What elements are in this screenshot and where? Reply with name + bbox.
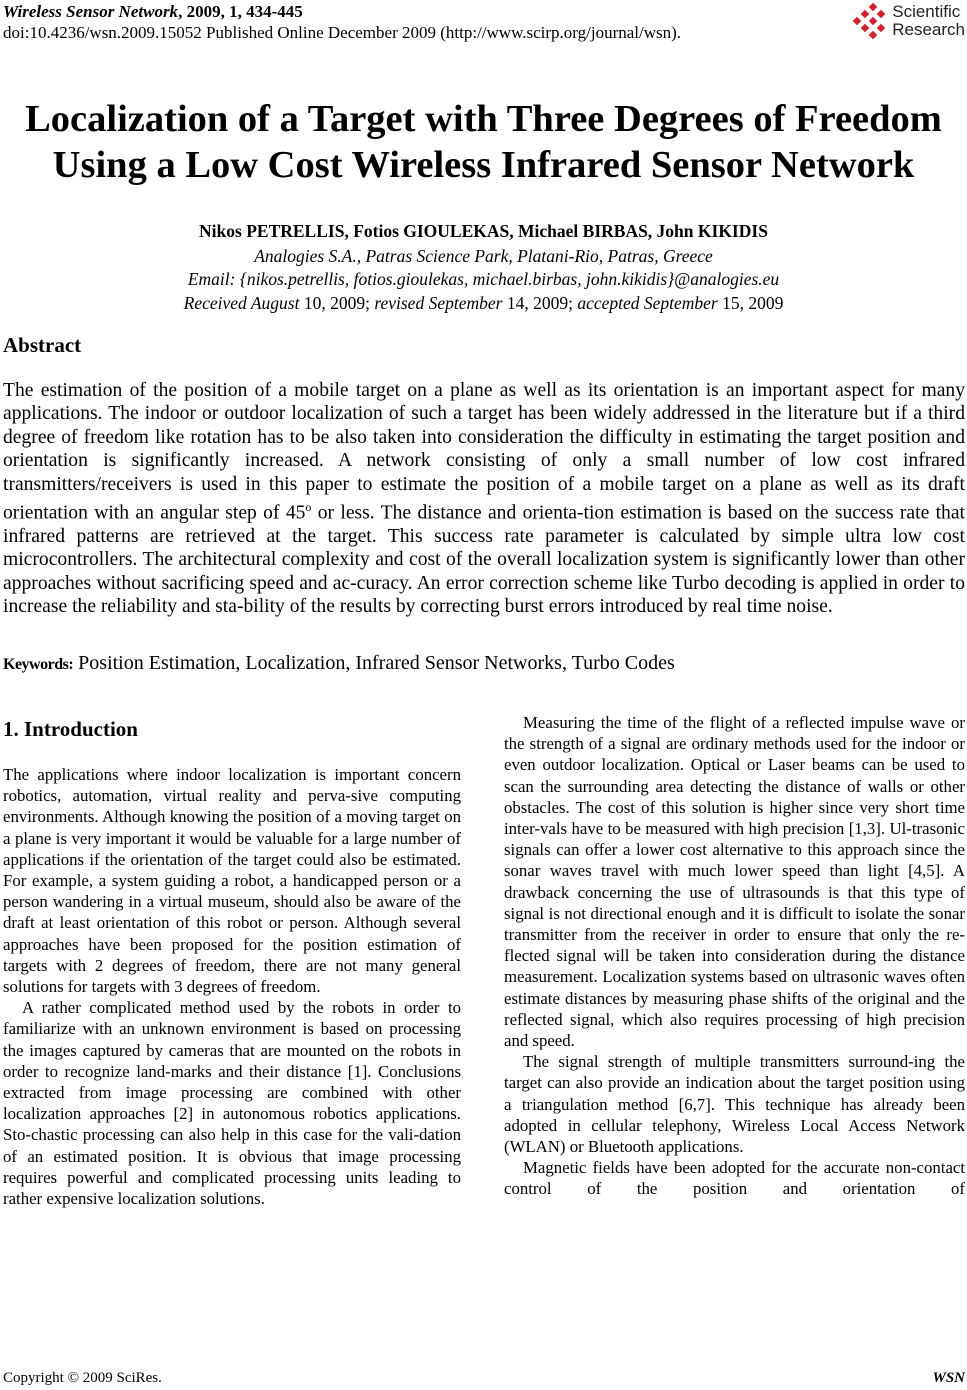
page-footer bbox=[3, 1370, 965, 1387]
diamond-logo-icon bbox=[848, 2, 888, 40]
publisher-logo bbox=[848, 2, 965, 40]
paragraph: Magnetic fields have been adopted for the accurate non-contact control of the position and orientation of bbox=[504, 1158, 965, 1199]
right-column bbox=[504, 712, 965, 1200]
author-names: Nikos PETRELLIS, Fotios GIOULEKAS, Michael BIRBAS, John KIKIDIS bbox=[199, 221, 768, 241]
citation: , 2009, 1, 434-445 bbox=[178, 2, 303, 21]
email-line: Email: {nikos.petrellis, fotios.gioulekas, michael.birbas, john.kikidis}@analogies.eu bbox=[187, 269, 780, 289]
copyright: Copyright © 2009 SciRes. bbox=[3, 1370, 162, 1386]
running-header bbox=[3, 1, 681, 43]
dates-line: Received August 10, 2009; revised September 14, 2009; accepted September 15, 2009 bbox=[183, 292, 784, 313]
journal-abbr: WSN bbox=[932, 1370, 965, 1386]
keywords bbox=[3, 652, 675, 675]
logo-text-2: Research bbox=[892, 20, 965, 39]
doi-line: doi:10.4236/wsn.2009.15052 Published Online December 2009 (http://www.scirp.org/journal/wsn). bbox=[3, 23, 682, 42]
logo-text-1: Scientific bbox=[892, 2, 961, 21]
left-column bbox=[3, 712, 461, 1209]
author-block bbox=[0, 220, 967, 315]
abstract-text: The estimation of the position of a mobile target on a plane as well as its orientation is an important aspect for many applications. The indoor or outdoor localization of such a target has been widely addressed in the literature but if a third degree of freedom like rotation has to be also taken into consideration the difficulty in estimating the target position and orientation is significantly increased. A network consisting of only a small number of low cost infrared transmitters/receivers is used in this paper to estimate the position of a mobile target on a plane as well as its draft orientation with an angular step of 45$^o$ or less. The distance and orienta-tion estimation is based on the success rate that infrared patterns are retrieved at the target. This success rate parameter is calculated by simple ultra low cost microcontrollers. The architectural complexity and cost of the overall localization system is significantly lower than other approaches without sacrificing speed and ac-curacy. An error correction scheme like Turbo decoding is applied in order to increase the reliability and sta-bility of the results by correcting burst errors introduced by real time noise. bbox=[3, 380, 965, 618]
journal-name: Wireless Sensor Network bbox=[3, 2, 179, 21]
paragraph: The applications where indoor localization is important concern robotics, automation, virtual reality and perva-sive computing environments. Although knowing the position of a moving target on a plane is very important it would be valuable for a large number of applications if the orientation of the target could also be estimated. For example, a system guiding a robot, a handicapped person or a person wandering in a virtual museum, should also be aware of the draft at least orientation of this robot or person. Although several approaches have been proposed for the position estimation of targets with 2 degrees of freedom, there are not many general solutions for targets with 3 degrees of freedom. bbox=[3, 765, 461, 997]
paragraph: The signal strength of multiple transmitters surround-ing the target can also provide an indication about the target position using a triangulation method [6,7]. This technique has already been adopted in cellular telephony, Wireless Local Access Network (WLAN) or Bluetooth applications. bbox=[504, 1052, 965, 1157]
affiliation: Analogies S.A., Patras Science Park, Platani-Rio, Patras, Greece bbox=[254, 245, 713, 266]
section-heading: 1. Introduction bbox=[3, 717, 138, 741]
keywords-label: Keywords: bbox=[3, 656, 74, 673]
paper-title: Localization of a Target with Three Degrees of Freedom Using a Low Cost Wireless Infrared Sensor Network bbox=[25, 98, 942, 186]
keywords-list: Position Estimation, Localization, Infrared Sensor Networks, Turbo Codes bbox=[73, 652, 675, 674]
paragraph: Measuring the time of the flight of a reflected impulse wave or the strength of a signal are ordinary methods used for the indoor or even outdoor localization. Optical or Laser beams can be used to scan the surrounding area detecting the distance of walls or other obstacles. The cost of this solution is higher since very short time inter-vals have to be measured with high precision [1,3]. Ul-trasonic signals can offer a lower cost alternative to this approach since the sonar waves travel with much lower speed than light [4,5]. A drawback concerning the use of ultrasounds is that this type of signal is not directional enough and it is difficult to isolate the sonar transmitter from the receiver in order to ensure that only the re-flected signal will be taken into consideration during the distance measurement. Localization systems based on ultrasonic waves often estimate distances by measuring phase shifts of the original and the reflected signal, which also requires processing of high precision and speed. bbox=[504, 713, 965, 1051]
abstract-heading: Abstract bbox=[3, 333, 82, 357]
paragraph: A rather complicated method used by the robots in order to familiarize with an unknown environment is based on processing the images captured by cameras that are mounted on the robots in order to recognize land-marks and their distance [1]. Conclusions extracted from image processing are combined with other localization approaches [2] in autonomous robotics applications. Sto-chastic processing can also help in this case for the vali-dation of an estimated position. It is obvious that image processing requires powerful and complicated processing units leading to rather expensive localization solutions. bbox=[3, 998, 461, 1209]
